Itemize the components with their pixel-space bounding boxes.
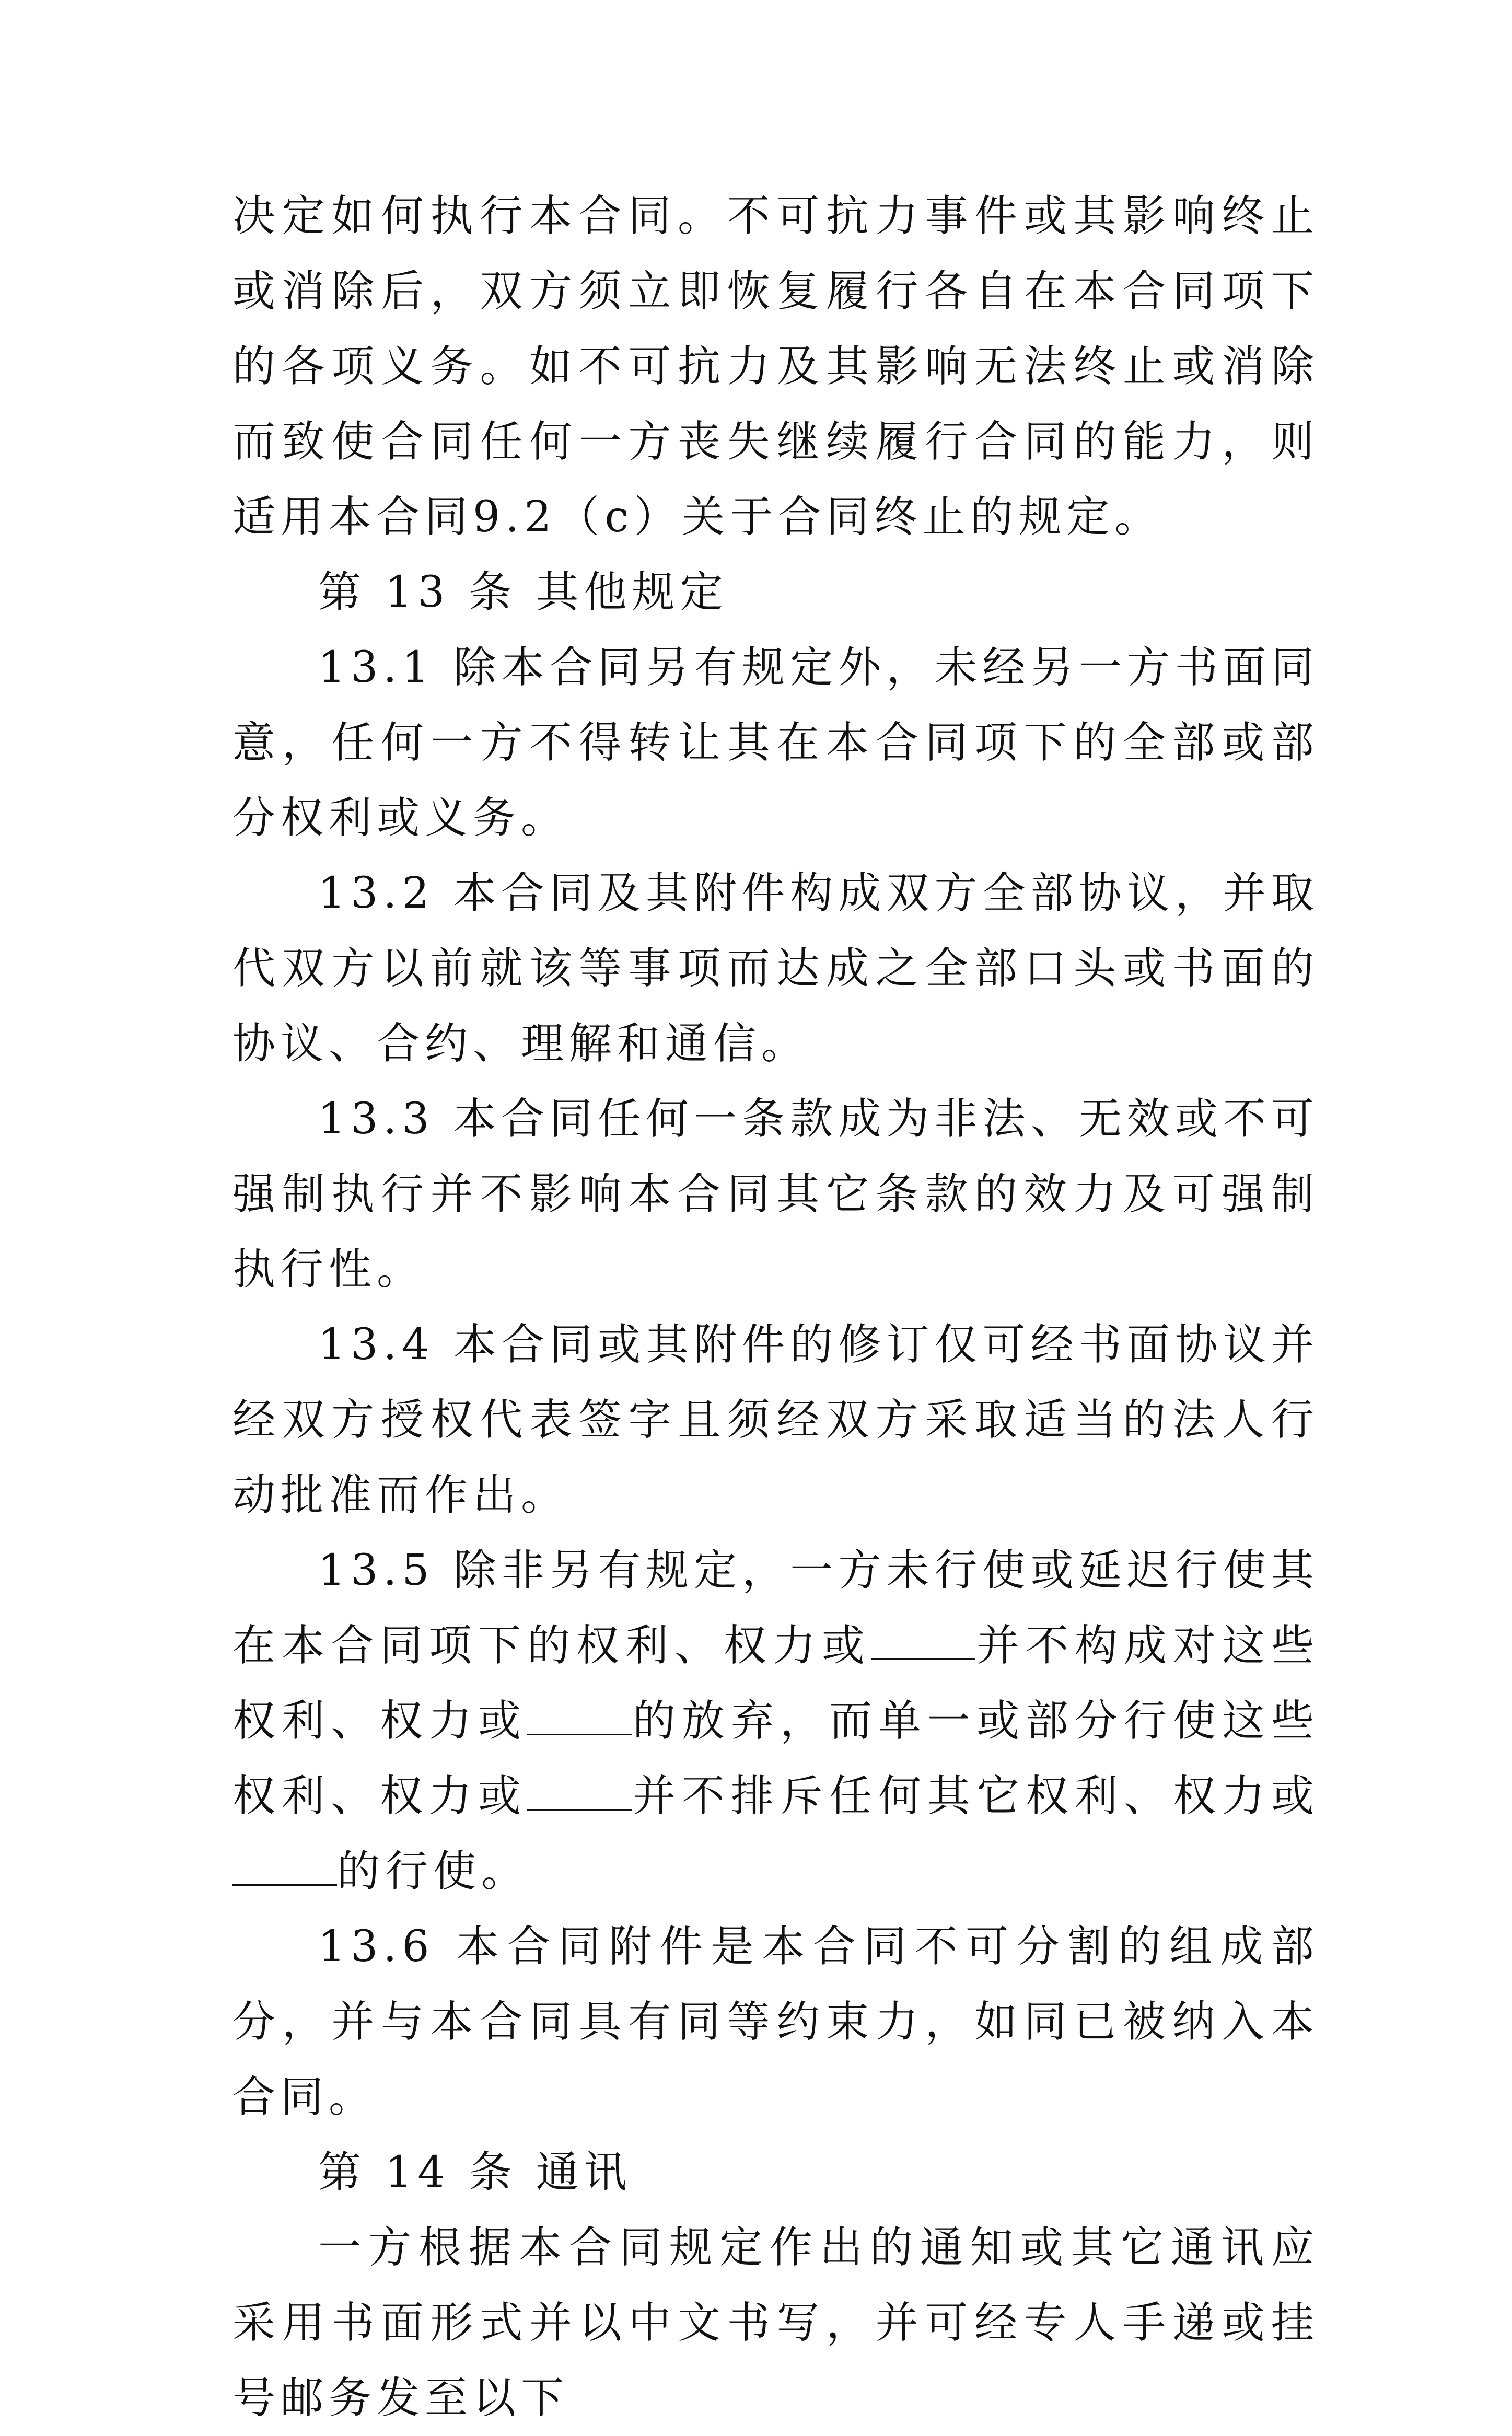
blank-line (871, 1622, 975, 1660)
clause-13-6: 13.6 本合同附件是本合同不可分割的组成部分，并与本合同具有同等约束力，如同已被纳入本合同。 (232, 1922, 1319, 2122)
clause-13-5-text-d: 并不排斥任何其它权利、权力或 (632, 1771, 1319, 1821)
clause-13-3: 13.3 本合同任何一条款成为非法、无效或不可强制执行并不影响本合同其它条款的效力及可强制执行性。 (232, 1094, 1319, 1294)
blank-line (527, 1772, 632, 1811)
paragraph-force-majeure-continuation: 决定如何执行本合同。不可抗力事件或其影响终止或消除后，双方须立即恢复履行各自在本合同项下的各项义务。如不可抗力及其影响无法终止或消除而致使合同任何一方丧失继续履行合同的能力，则适用本合同9.2（c）关于合同终止的规定。 (232, 191, 1319, 542)
article-14-body: 一方根据本合同规定作出的通知或其它通讯应采用书面形式并以中文书写，并可经专人手递或挂号邮务发至以下 (232, 2223, 1319, 2423)
clause-13-5-text-a: 13.5 除非另有规定，一方未行使或延迟行使其在本合同项下的权利、权力或 (232, 1546, 1319, 1671)
article-14-heading: 第 14 条 通讯 (318, 2148, 632, 2197)
article-13-heading: 第 13 条 其他规定 (318, 567, 728, 617)
clause-13-5-text-b: 并不构成对这些权利、权力或 (232, 1621, 1319, 1746)
clause-13-5-text-c: 的放弃，而单一或部分行使这些权利、权力或 (232, 1696, 1319, 1821)
document-body (232, 179, 1319, 2436)
clause-13-1: 13.1 除本合同另有规定外，未经另一方书面同意，任何一方不得转让其在本合同项下的全部或部分权利或义务。 (232, 643, 1319, 843)
clause-13-2: 13.2 本合同及其附件构成双方全部协议，并取代双方以前就该等事项而达成之全部口头或书面的协议、合约、理解和通信。 (232, 868, 1319, 1069)
blank-line (232, 1848, 337, 1886)
clause-13-5-text-e: 的行使。 (337, 1847, 530, 1896)
clause-13-5 (232, 1533, 1319, 1909)
clause-13-4: 13.4 本合同或其附件的修订仅可经书面协议并经双方授权代表签字且须经双方采取适当的法人行动批准而作出。 (232, 1320, 1319, 1520)
blank-line (527, 1697, 632, 1735)
